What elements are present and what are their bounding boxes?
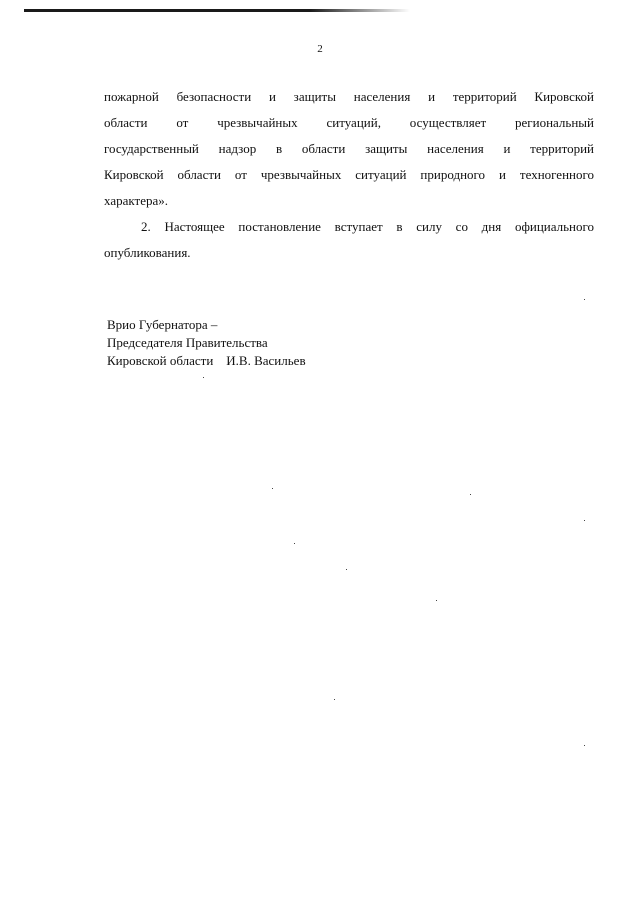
body-line: характера». [104,193,168,208]
body-line: государственный надзор в области защиты населения и территорий [104,141,594,156]
signature-block [107,316,306,370]
body-line: пожарной безопасности и защиты населения и территорий Кировской [104,89,594,104]
scan-speck [584,520,585,521]
paragraph-2-line: 2. Настоящее постановление вступает в силу со дня официального [141,219,594,234]
scan-speck [470,494,471,495]
scan-speck [203,377,204,378]
scan-speck [584,299,585,300]
paragraph-2-line: опубликования. [104,245,191,260]
body-line: области от чрезвычайных ситуаций, осуществляет региональный [104,115,594,130]
scan-speck [436,600,437,601]
scan-speck [346,569,347,570]
scan-speck [584,745,585,746]
document-body [104,84,594,266]
top-border-rule-fade [310,9,410,12]
scan-speck [334,699,335,700]
signatory-name-line: Кировской области И.В. Васильев [107,353,306,368]
signatory-title-line: Председателя Правительства [107,335,268,350]
scan-speck [294,543,295,544]
page-number: 2 [317,43,323,55]
body-line: Кировской области от чрезвычайных ситуаций природного и техногенного [104,167,594,182]
signatory-title-line: Врио Губернатора – [107,317,218,332]
scan-speck [272,488,273,489]
